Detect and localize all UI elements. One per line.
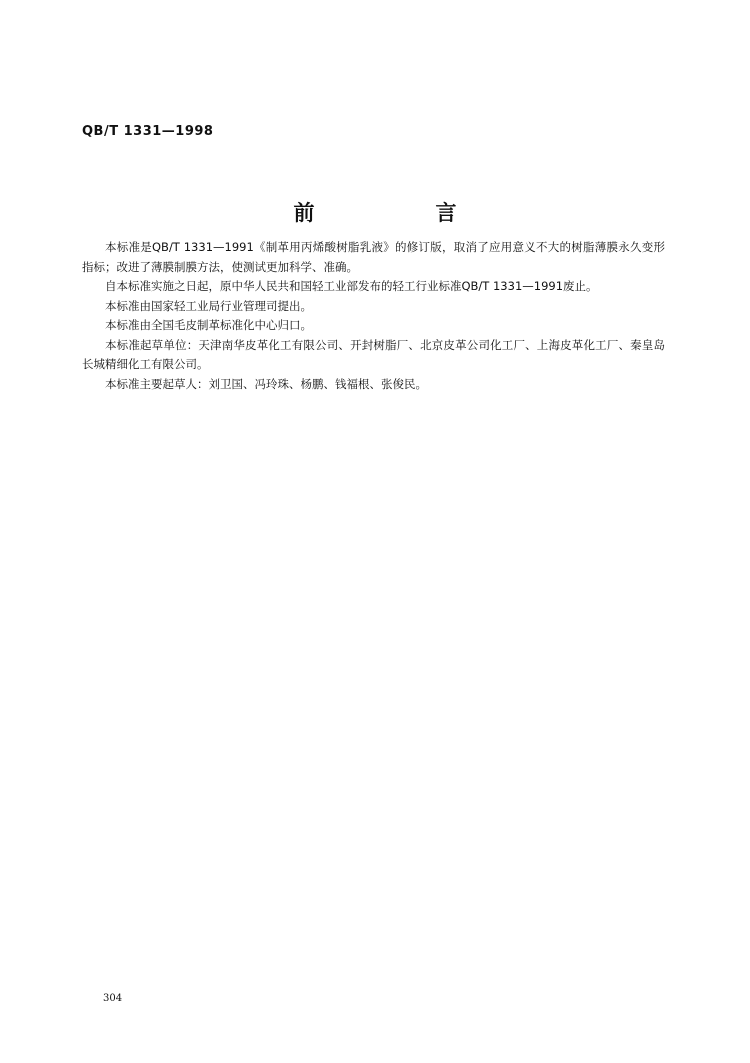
foreword-body	[82, 238, 665, 394]
paragraph-administrator: 本标准由全国毛皮制革标准化中心归口。	[105, 318, 312, 332]
standard-number: QB/T 1331—1998	[82, 124, 214, 139]
paragraph-proposer: 本标准由国家轻工业局行业管理司提出。	[105, 298, 312, 313]
page-number: 304	[103, 993, 123, 1004]
paragraph-drafting-units: 本标准起草单位：天津南华皮革化工有限公司、开封树脂厂、北京皮革公司化工厂、上海皮革化工厂、秦皇岛长城精细化工有限公司。	[82, 337, 665, 371]
paragraph-supersede: 自本标准实施之日起，原中华人民共和国轻工业部发布的轻工行业标准QB/T 1331—1991废止。	[105, 279, 598, 293]
paragraph-drafters: 本标准主要起草人：刘卫国、冯玲珠、杨鹏、钱福根、张俊民。	[105, 376, 427, 391]
paragraph-revision: 本标准是QB/T 1331—1991《制革用丙烯酸树脂乳液》的修订版，取消了应用意义不大的树脂薄膜永久变形指标；改进了薄膜制膜方法，使测试更加科学、准确。	[82, 240, 665, 274]
page-title: 前 言	[293, 201, 507, 225]
